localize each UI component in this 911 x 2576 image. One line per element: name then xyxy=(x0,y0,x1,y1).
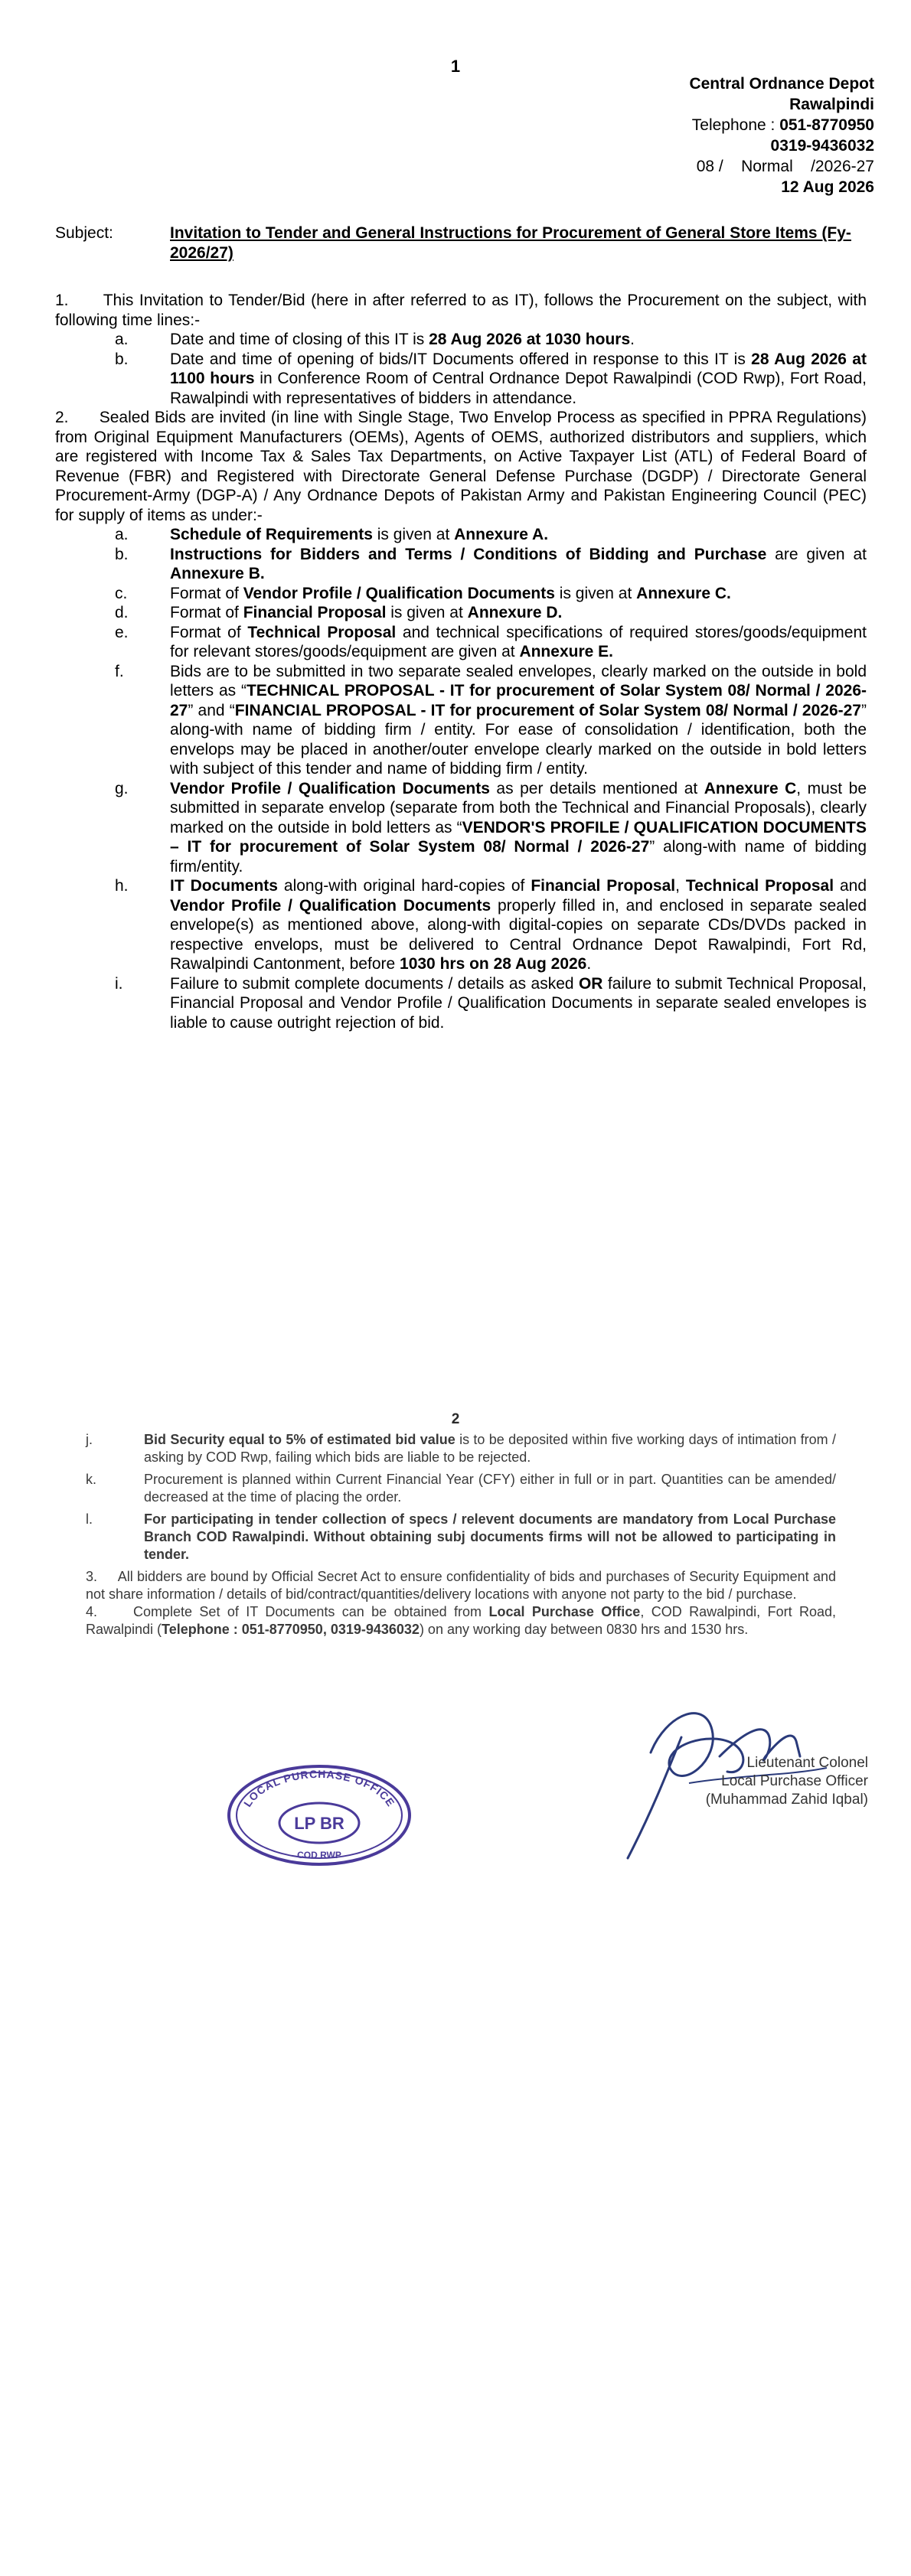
item-text: is given at xyxy=(386,604,468,621)
item-text: is to be deposited within five working days of intimation from / asking by COD Rwp, failing which bids are liable to be rejected. xyxy=(144,1432,836,1465)
item-text: in Conference Room of Central Ordnance Depot Rawalpindi (COD Rwp), Fort Road, Rawalpindi with representatives of bidders in attendance. xyxy=(170,370,867,407)
item-key: b. xyxy=(115,545,129,563)
item-bold: Annexure E. xyxy=(519,643,613,660)
item-text: failure to submit Technical Proposal, Financial Proposal and Vendor Profile / Qualification Documents in separate sealed envelopes is liable to cause outright rejection of bid. xyxy=(170,974,867,1032)
item-bold: 1030 hrs on 28 Aug 2026 xyxy=(400,955,587,973)
item-bold: Annexure C xyxy=(704,779,797,797)
item-1b xyxy=(55,350,867,409)
item-bold: Schedule of Requirements xyxy=(170,526,373,543)
subject-block xyxy=(55,223,867,263)
stamp-top-text: LOCAL PURCHASE OFFICE xyxy=(240,1767,398,1809)
item-2h xyxy=(55,876,867,974)
signature-block xyxy=(706,1754,868,1809)
item-1a xyxy=(55,330,867,350)
item-text: and technical specifications of required stores/goods/equipment for relevant stores/goods/equipment are given at xyxy=(170,623,867,660)
item-key: j. xyxy=(86,1432,93,1447)
item-bold: Vendor Profile / Qualification Documents xyxy=(170,896,491,915)
letter-body-page-2 xyxy=(86,1431,836,1639)
item-text: , COD Rawalpindi, Fort Road, Rawalpindi ( xyxy=(86,1604,836,1637)
office-stamp xyxy=(224,1760,415,1867)
telephone-line xyxy=(689,115,874,135)
item-key: d. xyxy=(115,604,129,621)
item-key: c. xyxy=(115,584,128,602)
item-bold: OR xyxy=(578,974,603,993)
item-2d xyxy=(55,603,867,623)
telephone-2: 0319-9436032 xyxy=(770,137,874,155)
stamp-bottom-text: COD RWP xyxy=(297,1850,341,1860)
item-text: are given at xyxy=(766,545,867,563)
paragraph-4 xyxy=(86,1603,836,1639)
item-text: is given at xyxy=(372,526,455,543)
item-text: Failure to submit complete documents / details as asked xyxy=(170,974,579,993)
item-text: Format of xyxy=(170,584,243,602)
item-2g xyxy=(55,779,867,877)
item-bold: Annexure B. xyxy=(170,565,265,582)
item-key: f. xyxy=(115,662,124,680)
item-2b xyxy=(55,545,867,584)
item-bold: Local Purchase Office xyxy=(488,1604,641,1619)
item-text: as per details mentioned at xyxy=(489,779,704,797)
reference-number: 08 / Normal /2026-27 xyxy=(696,158,874,175)
item-bold: Annexure A. xyxy=(454,526,549,543)
item-bold: Financial Proposal xyxy=(531,877,676,895)
paragraph-2: 2. Sealed Bids are invited (in line with Single Stage, Two Envelop Process as specified in PPRA Regulations) from Original Equipment Manufacturers (OEMs), Agents of OEMS, authorized distributors and suppliers, which are registered with Income Tax & Sales Tax Departments, on Active Taxpayer List (ATL) of Federal Board of Revenue (FBR) and Registered with Directorate General Defense Purchase (DGDP) / Directorate General Procurement-Army (DGP-A) / Any Ordnance Depots of Pakistan Army and Pakistan Engineering Council (PEC) for supply of items as under:- xyxy=(55,409,867,524)
page-number: 1 xyxy=(450,57,461,76)
item-bold: VENDOR'S PROFILE / QUALIFICATION DOCUMENTS – IT for procurement of Solar System 08/ Normal / 2026-27 xyxy=(170,818,867,856)
item-2c xyxy=(55,584,867,604)
item-key: l. xyxy=(86,1511,93,1527)
item-key: b. xyxy=(115,350,129,368)
subject-label: Subject: xyxy=(55,224,113,242)
item-bold: For participating in tender collection of specs / relevent documents are mandatory from Local Purchase Branch COD Rawalpindi. Without obtaining subj documents firms will not be allowed to participating in tender. xyxy=(144,1511,836,1562)
item-2l xyxy=(86,1511,836,1564)
paragraph-3: 3. All bidders are bound by Official Secret Act to ensure confidentiality of bids and purchases of Security Equipment and not share information / details of bid/contract/quantities/delivery locations with anyone not party to the bid / purchase. xyxy=(86,1569,836,1602)
item-bold: FINANCIAL PROPOSAL - IT for procurement of Solar System 08/ Normal / 2026-27 xyxy=(234,701,861,719)
letter-body xyxy=(55,291,867,1032)
telephone-label: Telephone : xyxy=(691,116,780,134)
item-bold: Technical Proposal xyxy=(685,877,834,895)
item-text: ” and “ xyxy=(188,701,235,719)
item-text: Date and time of opening of bids/IT Documents offered in response to this IT is xyxy=(170,350,752,368)
item-bold: 28 Aug 2026 at 1030 hours xyxy=(429,331,631,348)
item-key: i. xyxy=(115,974,123,993)
sender-address xyxy=(689,73,874,197)
item-2i xyxy=(55,974,867,1033)
item-key: k. xyxy=(86,1472,97,1487)
item-bold: Financial Proposal xyxy=(243,604,387,621)
page-number-2: 2 xyxy=(451,1411,460,1427)
org-name: Central Ordnance Depot xyxy=(689,75,874,93)
item-bold: Vendor Profile / Qualification Documents xyxy=(243,584,555,602)
item-text: Format of xyxy=(170,604,243,621)
item-key: a. xyxy=(115,526,129,543)
item-key: h. xyxy=(115,877,129,895)
item-text: 4. Complete Set of IT Documents can be obtained from xyxy=(86,1604,489,1619)
telephone-1: 051-8770950 xyxy=(779,116,874,134)
item-bold: Telephone : 051-8770950, 0319-9436032 xyxy=(162,1622,420,1637)
item-2j xyxy=(86,1431,836,1466)
item-bold: Annexure C. xyxy=(636,584,731,602)
item-bold: TECHNICAL PROPOSAL - IT for procurement of Solar System 08/ Normal / 2026-27 xyxy=(170,682,867,719)
item-bold: Bid Security equal to 5% of estimated bid value xyxy=(144,1432,455,1447)
item-text: . xyxy=(586,955,592,973)
item-bold: 28 Aug 2026 at 1100 hours xyxy=(170,350,867,387)
item-text: ” along-with name of bidding firm/entity. xyxy=(170,838,867,876)
item-text: ” along-with name of bidding firm / entity. For ease of consolidation / identification, both the envelops may be placed in another/outer envelope clearly marked on the outside in bold letters with subject of this tender and name of bidding firm / entity. xyxy=(170,701,867,778)
item-key: g. xyxy=(115,779,129,797)
item-bold: IT Documents xyxy=(170,877,278,895)
item-bold: Technical Proposal xyxy=(247,623,397,641)
item-bold: Vendor Profile / Qualification Documents xyxy=(170,779,490,797)
item-text: Date and time of closing of this IT is xyxy=(170,331,429,348)
item-text: and xyxy=(834,877,867,895)
letter-date: 12 Aug 2026 xyxy=(781,178,874,196)
item-text: Format of xyxy=(170,623,248,641)
signatory-name: (Muhammad Zahid Iqbal) xyxy=(705,1792,868,1808)
item-key: a. xyxy=(115,331,129,348)
item-bold: Instructions for Bidders and Terms / Conditions of Bidding and Purchase xyxy=(170,545,767,563)
item-text: along-with original hard-copies of xyxy=(277,877,531,895)
subject-text: Invitation to Tender and General Instructions for Procurement of General Store Items (Fy- 2026/27) xyxy=(170,224,851,262)
item-text: Procurement is planned within Current Financial Year (CFY) either in full or in part. Quantities can be amended/ decreased at the time of placing the order. xyxy=(144,1472,836,1505)
item-text: properly filled in, and enclosed in separate sealed envelope(s) as mentioned above, along-with digital-copies on separate CDs/DVDs packed in respective envelops, must be delivered to Central Ordnance Depot Rawalpindi, Fort Rd, Rawalpindi Cantonment, before xyxy=(170,896,867,973)
item-key: e. xyxy=(115,623,129,641)
stamp-center-text: LP BR xyxy=(294,1814,344,1833)
item-2k xyxy=(86,1471,836,1506)
paragraph-1: 1. This Invitation to Tender/Bid (here in after referred to as IT), follows the Procurement on the subject, with following time lines:- xyxy=(55,292,867,329)
item-text: ) on any working day between 0830 hrs and 1530 hrs. xyxy=(419,1622,749,1637)
item-bold: Annexure D. xyxy=(467,604,563,621)
org-city: Rawalpindi xyxy=(789,96,874,113)
item-text: Bids are to be submitted in two separate sealed envelopes, clearly marked on the outside in bold letters as “ xyxy=(170,662,867,699)
item-2a xyxy=(55,525,867,545)
item-text: is given at xyxy=(554,584,637,602)
item-text: , xyxy=(675,877,686,895)
item-2e xyxy=(55,623,867,662)
item-text: , must be submitted in separate envelop (separate from both the Technical and Financial Proposals), clearly marked on the outside in bold letters as “ xyxy=(170,779,867,836)
item-text: . xyxy=(630,331,635,348)
signatory-rank: Lieutenant Colonel xyxy=(746,1755,868,1771)
item-2f xyxy=(55,662,867,779)
signatory-post: Local Purchase Officer xyxy=(721,1773,868,1789)
